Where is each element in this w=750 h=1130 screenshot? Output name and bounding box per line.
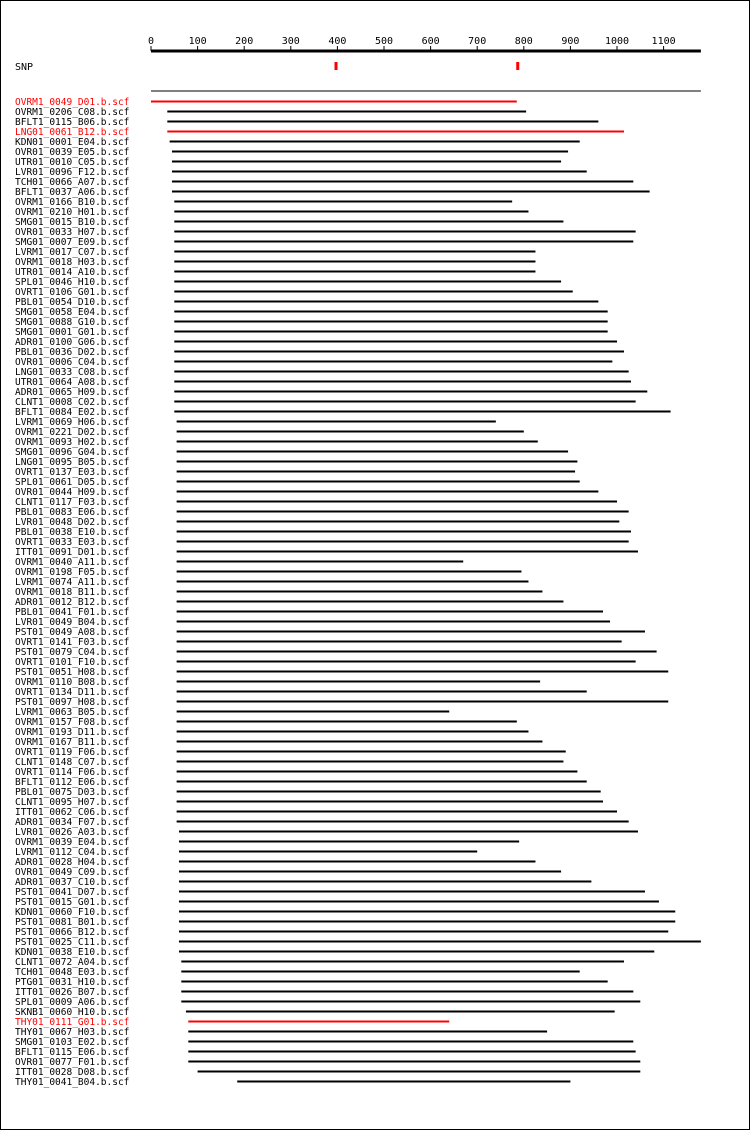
read-label: BFLT1_0115_E06.b.scf (15, 1047, 130, 1058)
read-label: OVRM1_0018_B11.b.scf (15, 587, 130, 598)
read-label: LNG01_0033_C08.b.scf (15, 367, 130, 378)
read-label: PST01_0079_C04.b.scf (15, 647, 130, 658)
read-label: OVRT1_0033_E03.b.scf (15, 537, 130, 548)
read-label: OVRM1_0210_H01.b.scf (15, 207, 130, 218)
snp-marker (516, 62, 519, 70)
read-label: ITT01_0062_C06.b.scf (15, 807, 130, 818)
read-label: OVRM1_0166_B10.b.scf (15, 197, 130, 208)
read-label: CLNT1_0095_H07.b.scf (15, 797, 130, 808)
snp-marker (335, 62, 338, 70)
read-label: OVRM1_0040_A11.b.scf (15, 557, 130, 568)
read-label: OVRM1_0110_B08.b.scf (15, 677, 130, 688)
axis-tick-label: 500 (374, 36, 394, 47)
read-label: BFLT1_0037_A06.b.scf (15, 187, 130, 198)
read-label: THY01_0111_G01.b.scf (15, 1017, 130, 1028)
read-label: SMG01_0007_E09.b.scf (15, 237, 130, 248)
read-label: OVR01_0049_C09.b.scf (15, 867, 130, 878)
read-label: LVR01_0048_D02.b.scf (15, 517, 130, 528)
read-label: OVRT1_0141_F03.b.scf (15, 637, 130, 648)
read-label: PBL01_0075_D03.b.scf (15, 787, 130, 798)
read-label: KDN01_0038_E10.b.scf (15, 947, 130, 958)
read-label: PST01_0041_D07.b.scf (15, 887, 130, 898)
read-label: OVRM1_0193_D11.b.scf (15, 727, 130, 738)
read-label: THY01_0067_H03.b.scf (15, 1027, 130, 1038)
axis-tick-label: 100 (188, 36, 207, 47)
read-label: SMG01_0015_B10.b.scf (15, 217, 130, 228)
read-label: ITT01_0028_D08.b.scf (15, 1067, 130, 1078)
read-label: PBL01_0041_F01.b.scf (15, 607, 130, 618)
read-label: THY01_0041_B04.b.scf (15, 1077, 130, 1088)
read-label: PST01_0066_B12.b.scf (15, 927, 130, 938)
read-label: ADR01_0012_B12.b.scf (15, 597, 130, 608)
axis-tick-label: 200 (235, 36, 254, 47)
alignment-canvas (1, 1, 750, 1130)
read-label: OVRT1_0106_G01.b.scf (15, 287, 130, 298)
read-label: LVR01_0049_B04.b.scf (15, 617, 130, 628)
read-label: OVR01_0006_C04.b.scf (15, 357, 130, 368)
read-label: ADR01_0037_C10.b.scf (15, 877, 130, 888)
read-label: LVR01_0096_F12.b.scf (15, 167, 130, 178)
read-label: BFLT1_0084_E02.b.scf (15, 407, 130, 418)
read-label: PST01_0097_H08.b.scf (15, 697, 130, 708)
read-label: PBL01_0054_D10.b.scf (15, 297, 130, 308)
read-label: OVRM1_0198_F05.b.scf (15, 567, 130, 578)
read-label: KDN01_0001_E04.b.scf (15, 137, 130, 148)
axis-tick-label: 400 (328, 36, 347, 47)
read-label: SPL01_0046_H10.b.scf (15, 277, 130, 288)
read-label: ADR01_0034_F07.b.scf (15, 817, 130, 828)
read-label: OVRT1_0114_F06.b.scf (15, 767, 130, 778)
read-label: PST01_0049_A08.b.scf (15, 627, 130, 638)
read-label: OVRM1_0167_B11.b.scf (15, 737, 130, 748)
axis-tick-label: 900 (561, 36, 580, 47)
read-label: PBL01_0036_D02.b.scf (15, 347, 130, 358)
read-label: LNG01_0061_B12.b.scf (15, 127, 130, 138)
read-label: OVRM1_0049_D01.b.scf (15, 97, 130, 108)
read-label: OVRT1_0119_F06.b.scf (15, 747, 130, 758)
read-label: OVR01_0077_F01.b.scf (15, 1057, 130, 1068)
read-label: SKNB1_0060_H10.b.scf (15, 1007, 130, 1018)
axis-tick-label: 300 (281, 36, 300, 47)
read-label: ITT01_0091_D01.b.scf (15, 547, 130, 558)
read-label: LVRM1_0063_B05.b.scf (15, 707, 130, 718)
read-label: BFLT1_0115_B06.b.scf (15, 117, 130, 128)
read-label: LVR01_0026_A03.b.scf (15, 827, 130, 838)
read-label: OVRT1_0101_F10.b.scf (15, 657, 130, 668)
read-label: LVRM1_0017_C07.b.scf (15, 247, 130, 258)
read-label: LNG01_0095_B05.b.scf (15, 457, 130, 468)
axis-tick-label: 0 (147, 36, 155, 47)
read-label: ADR01_0100_G06.b.scf (15, 337, 130, 348)
read-label: PBL01_0038_E10.b.scf (15, 527, 130, 538)
read-label: SMG01_0088_G10.b.scf (15, 317, 130, 328)
read-label: PTG01_0031_H10.b.scf (15, 977, 130, 988)
read-label: SMG01_0001_G01.b.scf (15, 327, 130, 338)
read-label: PST01_0051_H08.b.scf (15, 667, 130, 678)
axis-tick-label: 1100 (651, 36, 676, 47)
snp-label: SNP (15, 62, 34, 73)
read-label: ADR01_0028_H04.b.scf (15, 857, 130, 868)
read-label: CLNT1_0008_C02.b.scf (15, 397, 130, 408)
read-label: PST01_0025_C11.b.scf (15, 937, 130, 948)
read-label: PST01_0015_G01.b.scf (15, 897, 130, 908)
read-label: TCH01_0048_E03.b.scf (15, 967, 130, 978)
read-label: UTR01_0064_A08.b.scf (15, 377, 130, 388)
read-label: OVRM1_0018_H03.b.scf (15, 257, 130, 268)
read-label: SMG01_0058_E04.b.scf (15, 307, 130, 318)
read-label: OVRT1_0134_D11.b.scf (15, 687, 130, 698)
read-label: OVR01_0039_E05.b.scf (15, 147, 130, 158)
read-label: OVRM1_0157_F08.b.scf (15, 717, 130, 728)
read-label: LVRM1_0112_C04.b.scf (15, 847, 130, 858)
read-label: SMG01_0096_G04.b.scf (15, 447, 130, 458)
read-label: OVRM1_0039_E04.b.scf (15, 837, 130, 848)
axis-tick-label: 1000 (604, 36, 630, 47)
read-label: CLNT1_0148_C07.b.scf (15, 757, 130, 768)
read-label: SPL01_0061_D05.b.scf (15, 477, 130, 488)
axis-tick-label: 800 (514, 36, 533, 47)
read-label: PST01_0081_B01.b.scf (15, 917, 130, 928)
read-label: TCH01_0066_A07.b.scf (15, 177, 130, 188)
read-label: LVRM1_0069_H06.b.scf (15, 417, 130, 428)
axis-tick-label: 600 (421, 36, 440, 47)
read-label: UTR01_0010_C05.b.scf (15, 157, 130, 168)
read-label: CLNT1_0117_F03.b.scf (15, 497, 130, 508)
read-label: OVRM1_0093_H02.b.scf (15, 437, 130, 448)
read-label: PBL01_0083_E06.b.scf (15, 507, 130, 518)
read-label: BFLT1_0112_E06.b.scf (15, 777, 130, 788)
read-label: OVR01_0044_H09.b.scf (15, 487, 130, 498)
read-label: OVR01_0033_H07.b.scf (15, 227, 130, 238)
read-label: UTR01_0014_A10.b.scf (15, 267, 130, 278)
axis-tick-label: 700 (468, 36, 487, 47)
read-label: OVRT1_0137_E03.b.scf (15, 467, 130, 478)
read-label: ITT01_0026_B07.b.scf (15, 987, 130, 998)
read-label: KDN01_0060_F10.b.scf (15, 907, 130, 918)
read-label: SMG01_0103_E02.b.scf (15, 1037, 130, 1048)
read-label: CLNT1_0072_A04.b.scf (15, 957, 130, 968)
read-label: LVRM1_0074_A11.b.scf (15, 577, 130, 588)
read-label: ADR01_0065_H09.b.scf (15, 387, 130, 398)
read-label: OVRM1_0206_C08.b.scf (15, 107, 130, 118)
read-label: OVRM1_0221_D02.b.scf (15, 427, 130, 438)
read-label: SPL01_0009_A06.b.scf (15, 997, 130, 1008)
